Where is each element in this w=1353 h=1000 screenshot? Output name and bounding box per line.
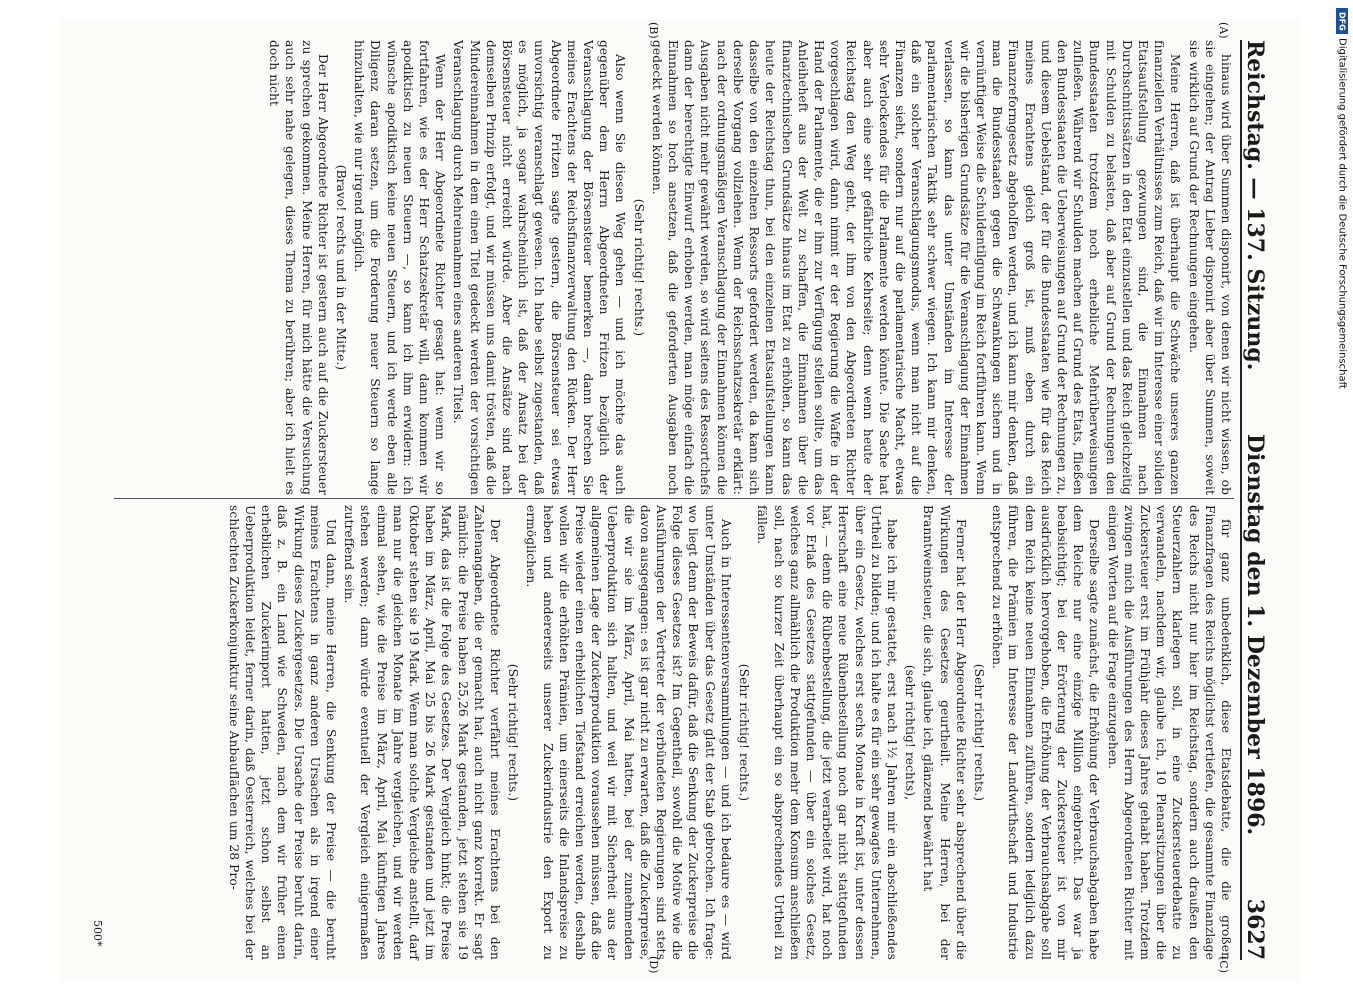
margin-marker-c: (C) (1217, 956, 1230, 973)
left-column (264, 40, 1234, 495)
paragraph: Ferner hat der Herr Abgeordnete Richter sehr absprechend über die Wirkungen des Gesetzes geurtheilt. Meine Herren, bei der Branntweinsteuer, die sich, glaube ich, glänzend bewährt hat (921, 505, 968, 960)
paragraph: Und dann, meine Herren, die Senkung der Preise — die beruht meines Erachtens in ganz anderen Ursachen als in irgend einer Wirkung dieses Zuckergesetzes. Die Ursache der Preise beruht darin, daß z. B. ein Land wie Schweden, nach dem wir früher einen erheblichen Zuckerimport hatten, jetzt schon selbst an Ueberproduktion leidet, ferner darin, daß Oesterreich, welches bei der schlechten Zuckerkonjunktur seine Anbauflächen um 28 Pro- (226, 505, 339, 960)
interjection: (Sehr richtig! rechts.) (506, 663, 521, 802)
paragraph: Auch in Interessentenversammlungen — und ich bedaure es — wird unter Umständen über das Gesetz glatt der Stab gebrochen. Ich frage: wo liegt denn der Beweis dafür, daß die Senkung der Zuckerpreise die Folge dieses Gesetzes ist? Im Gegentheil, sowohl die Motive wie die Ausführungen der Vertreter der verbündeten Regierungen sind stets davon ausgegangen: es ist gar nicht zu erwarten, daß die Zuckerpreise, die wir sie im März, April, Mai hatten, bei der zunehmenden Ueberproduktion sich halten, und weil wir mit Sicherheit aus der allgemeinen Lage der Zuckerproduktion voraussehen müssen, daß die Preise wieder einen erheblichen Tiefstand erreichen werden, deshalb wollen wir die erhöhten Prämien, um einerseits die Inlandspreise zu heben und andererseits unserer Zuckerindustrie den Export zu ermöglichen. (524, 505, 733, 960)
document-page (60, 20, 1300, 980)
paragraph: Wenn der Herr Abgeordnete Richter gesagt hat: wenn wir so fortfahren, wie es der Herr Schatzsekretär will, dann kommen wir apodiktisch zu neuen Steuern —, so kann ich ihm erwidern: ich wünsche apodiktisch keine neuen Steuern, und ich werde eben alle Diligenz daran setzen, um die Forderung neuer Steuern so lange hinzuhalten, wie nur irgend möglich. (352, 40, 448, 495)
paragraph: habe ich mir gestattet, erst nach 1½ Jahren mir ein abschließendes Urtheil zu bilden; und ich halte es für ein sehr gewagtes Unternehmen, über ein Gesetz, welches erst sechs Monate in Kraft ist, unter dessen Herrschaft eine neue Rübenbestellung noch gar nicht stattgefunden hat, — denn die Rübenbestellung, die jetzt verarbeitet wird, hat noch vor Erlaß des Gesetzes stattgefunden — über ein solches Gesetz, welches ganz allmählich die Produktion mehr dem Konsum anschließen soll, nach so kurzer Zeit überhaupt ein so absprechendes Urtheil zu fällen. (755, 505, 899, 960)
interjection: (sehr richtig! rechts), (903, 664, 918, 801)
column-separator (114, 498, 1234, 499)
right-column (224, 505, 1234, 960)
margin-marker-d: (D) (647, 956, 660, 974)
paragraph: Der Abgeordnete Richter verfährt meines Erachtens bei den Zahlenangaben, die er gemacht hat, auch nicht ganz korrekt. Er sagt nämlich: die Preise haben 25,26 Mark gestanden, jetzt stehen sie 19 Mark, das ist die Folge des Gesetzes. Der Vergleich hinkt; die Preise haben im März, April, Mai 25 bis 26 Mark gestanden und jetzt im Oktober stehen sie 19 Mark. Wenn man solche Vergleiche anstellt, darf man nur die gleichen Monate im Jahre vergleichen, und wir werden einmal sehen, wie die Preise im März, April, Mai künftigen Jahres stehen werden; dann würde eventuell der Vergleich einigermaßen zutreffend sein. (342, 505, 503, 960)
page-header (1240, 40, 1282, 960)
paragraph: Der Herr Abgeordnete Richter ist gestern auch auf die Zuckersteuer zu sprechen gekommen. Meine Herren, für mich hätte die Versuchung auch sehr nahe gelegen, dieses Thema zu berühren; aber ich hielt es doch nicht (267, 40, 330, 495)
digitization-text: Digitalisierung gefördert durch die Deutsche Forschungsgemeinschaft (1336, 38, 1348, 389)
interjection: (Sehr richtig! rechts.) (631, 198, 646, 337)
dfg-logo: DFG (1336, 8, 1348, 34)
margin-marker-a: (A) (1217, 22, 1230, 39)
interjection: (Sehr richtig! rechts.) (737, 663, 752, 802)
paragraph: Derselbe sagte zunächst, die Erhöhung der Verbrauchsabgaben habe dem Reiche nur eine einzige Million eingebracht. Das war ja beabsichtigt; bei der Erörterung der Zuckersteuer ist von mir ausdrücklich hervorgehoben, die Erhöhung der Verbrauchsabgabe soll dem Reich keine neuen Einnahmen zuführen, sondern lediglich dazu führen, die Prämien im Interesse der Landwirthschaft und Industrie entsprechend zu erhöhen. (990, 505, 1102, 960)
header-left: Reichstag. — 137. Sitzung. (1242, 40, 1268, 371)
margin-marker-b: (B) (647, 22, 660, 39)
interjection: (Sehr richtig! rechts.) (971, 663, 986, 802)
interjection: (Bravo! rechts und in der Mitte.) (334, 164, 349, 371)
header-date: Dienstag den 1. Dezember 1896. (1242, 433, 1268, 836)
page-number: 3627 (1242, 898, 1268, 960)
signature-mark: 500* (91, 920, 104, 947)
paragraph: Also wenn Sie diesen Weg gehen — und ich möchte das auch gegenüber dem Herrn Abgeordneten Fritzen bezüglich der Veranschlagung der Börsensteuer bemerken —, dann brechen Sie meines Erachtens der Reichsfinanzverwaltung den Rücken. Der Herr Abgeordnete Fritzen sagte gestern, die Börsensteuer sei etwas unvorsichtig veranschlagt gewesen. Ich habe selbst zugestanden, daß es möglich, ja sogar wahrscheinlich ist, daß der Ansatz bei der Börsensteuer nicht erreicht würde. Aber die Ansätze sind nach demselben Prinzip erfolgt, und wir müssen uns damit trösten, daß die Mindereinnahmen in dem einen Titel gedeckt werden der vorsichtigen Veranschlagung durch Mehreinnahmen eines anderen Titels. (451, 40, 628, 495)
paragraph: Meine Herren, daß ist überhaupt die Schwäche unseres ganzen finanziellen Verhältnisses zum Reich, daß wir im Interesse einer soliden Etatsaufstellung gezwungen sind, die Einnahmen nach Durchschnittssätzen in den Etat einzustellen und das Reich gleichzeitig mit Schulden zu belasten, daß aber auf Grund der Rechnungen den Bundesstaaten trotzdem noch erhebliche Mehrüberweisungen zufließen. Während wir Schulden machen auf Grund des Etats, fließen den Bundesstaaten die Ueberweisungen auf Grund der Rechnungen zu, und diesem Uebelstand, der für die Bundesstaaten wie für das Reich meines Erachtens gleich groß ist, muß eben durch ein Finanzreformgesetz abgeholfen werden, und ich kann mir denken, daß man die Bundesstaaten gegen die Schwankungen sichern und in vernünftiger Weise die Schuldentilgung im Reich fortführen kann. Wenn wir die bisherigen Grundsätze für die Veranschlagung der Einnahmen verlassen, so kann das unter Umständen im Interesse der parlamentarischen Taktik sehr schwer wiegen. Ich kann mir denken, daß ein solcher Veranschlagungsmodus, wenn man nicht auf die Finanzen sieht, sondern nur auf die parlamentarische Macht, etwas sehr Verlockendes für die Parlamente werden könnte. Die Sache hat aber auch eine sehr gefährliche Kehrseite; denn wenn heute der Reichstag den Weg geht, der ihm von den Abgeordneten Richter vorgeschlagen wird, dann nimmt er der Regierung die Waffe in der Hand der Parlamente, die er ihm zur Verfügung stellen sollte, um das Anleiheheft aus der Welt zu schaffen, die Einnahmen über die finanztechnischen Grundsätze hinaus im Etat zu erhöhen, so kann das heute der Reichstag thun, bei den einzelnen Etatsaufstellungen kann dasselbe von den einzelnen Ressorts gefordert werden, da kann sich derselbe Vorgang vollziehen. Wenn der Reichsschatzsekretär erklärt: nach der ordnungsmäßigen Veranschlagung der Einnahmen können die Ausgaben nicht mehr gewährt werden, so wird seitens des Ressortchefs dann der berechtigte Einwurf erhoben werden, man möge einfach die Einnahmen so hoch ansetzen, daß die geforderten Ausgaben noch gedeckt werden können. (649, 40, 1183, 495)
digitization-notice (1335, 8, 1349, 988)
paragraph: hinaus wird über Summen disponirt, von denen wir nicht wissen, ob sie eingehen; der Antrag Lieber disponirt aber über Summen, soweit sie wirklich auf Grund der Rechnungen eingehen. (1186, 40, 1233, 495)
paragraph: für ganz unbedenklich, diese Etatsdebatte, die die großen Finanzfragen des Reichs möglichst vertiefen, die gesammte Finanzlage des Reichs nicht nur hier im Reichstag, sondern auch draußen den Steuerzahlern klarlegen soll, in eine Zuckersteuerdebatte zu verwandeln, nachdem wir, glaube ich, 10 Plenarsitzungen über die Zuckersteuer erst im Frühjahr dieses Jahres gehabt haben. Trotzdem zwingen mich die Ausführungen des Herrn Abgeordneten Richter mit einigen Worten auf die Frage einzugehen. (1105, 505, 1233, 960)
